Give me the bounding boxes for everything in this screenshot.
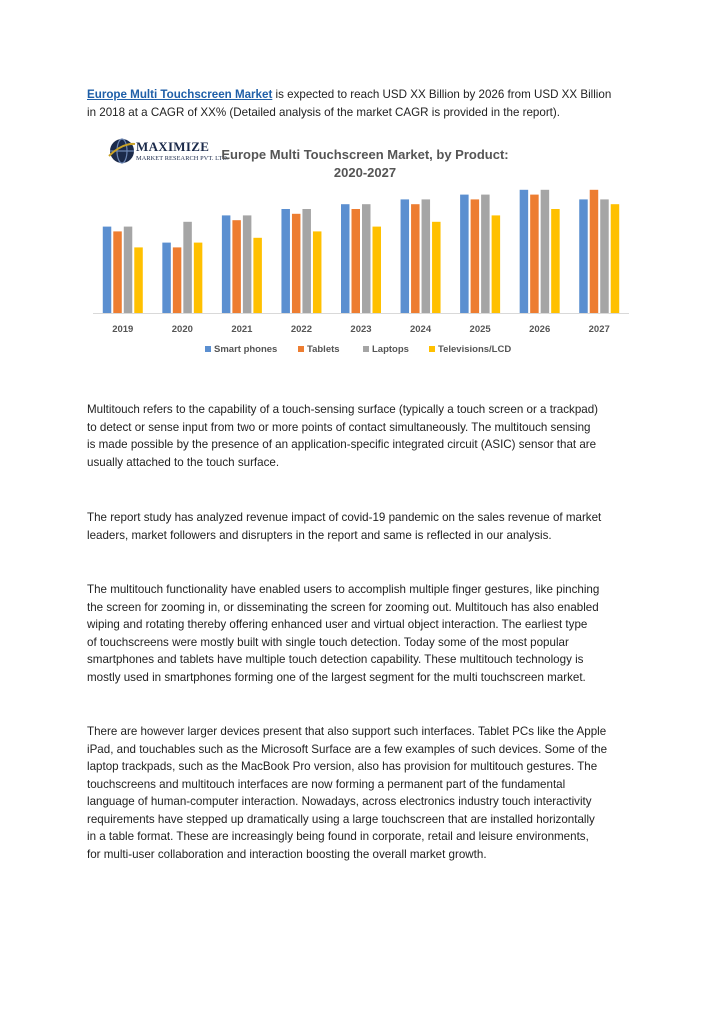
paragraph-line: wiping and rotating thereby offering enhanced user and virtual object interaction. The earliest type: [87, 618, 588, 631]
logo-subtitle: MARKET RESEARCH PVT. LTD.: [136, 155, 229, 162]
bar-televisions-lcd-2020: [194, 243, 203, 313]
bar-tablets-2024: [411, 204, 420, 313]
paragraph-line: of touchscreens were mostly built with single touch detection. Today some of the most popular: [87, 635, 569, 649]
bar-smart-phones-2027: [579, 199, 588, 313]
bar-laptops-2026: [541, 190, 550, 313]
bar-laptops-2019: [124, 227, 132, 313]
paragraph-4: [87, 723, 639, 863]
x-tick-label: 2020: [171, 324, 193, 335]
logo-name: MAXIMIZE: [136, 139, 210, 154]
bar-televisions-lcd-2023: [373, 227, 382, 313]
paragraph-line: touchscreens and multitouch interfaces are now forming a permanent part of the fundamental: [87, 777, 566, 791]
paragraph-line: iPad, and touchables such as the Microsoft Surface are a few examples of such devices. Some of the: [87, 742, 608, 756]
x-tick-label: 2019: [112, 324, 134, 335]
intro-line1-text: is expected to reach USD XX Billion by 2026 from USD XX Billion: [272, 88, 612, 101]
bar-laptops-2025: [481, 195, 490, 313]
market-report-link[interactable]: Europe Multi Touchscreen Market: [87, 88, 273, 101]
paragraph-line: requirements have stepped up dramatically using a large touchscreen that are installed horizontally: [87, 812, 595, 826]
bar-tablets-2025: [471, 199, 480, 313]
paragraph-line: for multi-user collaboration and interaction boosting the overall market growth.: [87, 847, 487, 861]
bar-tablets-2023: [352, 209, 361, 313]
bar-televisions-lcd-2019: [134, 247, 143, 313]
bar-laptops-2021: [243, 215, 252, 313]
bar-tablets-2021: [232, 220, 241, 313]
bar-smart-phones-2019: [103, 227, 112, 313]
bar-smart-phones-2025: [460, 195, 469, 313]
bar-smart-phones-2026: [520, 190, 529, 313]
market-chart: [87, 130, 632, 370]
legend-label: Tablets: [307, 344, 340, 355]
bar-laptops-2027: [600, 199, 609, 313]
paragraph-line: to detect or sense input from two or more points of contact simultaneously. The multitouch sensing: [87, 420, 591, 434]
paragraph-line: the screen for zooming in, or disseminating the screen for zooming out. Multitouch has also enabled: [87, 600, 599, 614]
x-tick-label: 2025: [469, 324, 491, 335]
paragraph-line: language of human-computer interaction. Nowadays, across electronics industry touch interactivity: [87, 795, 592, 808]
x-tick-label: 2027: [588, 324, 610, 335]
bar-tablets-2022: [292, 214, 301, 313]
x-tick-label: 2023: [350, 324, 372, 335]
paragraph-line: smartphones and tablets have multiple touch detection capability. These multitouch technology is: [87, 653, 584, 666]
paragraph-line: The report study has analyzed revenue impact of covid-19 pandemic on the sales revenue of market: [87, 511, 602, 524]
paragraph-2: [87, 509, 639, 544]
bar-laptops-2024: [422, 199, 431, 313]
legend-swatch-tablets: [298, 346, 304, 352]
bar-televisions-lcd-2021: [253, 238, 262, 313]
x-tick-label: 2026: [529, 324, 551, 335]
x-tick-label: 2022: [290, 324, 313, 335]
legend-label: Laptops: [372, 344, 409, 355]
bar-tablets-2019: [113, 231, 122, 313]
bar-televisions-lcd-2027: [611, 204, 620, 313]
bar-televisions-lcd-2022: [313, 231, 322, 313]
bar-televisions-lcd-2025: [492, 215, 501, 313]
bar-tablets-2026: [530, 195, 539, 313]
bar-laptops-2023: [362, 204, 371, 313]
paragraph-line: mostly used in smartphones forming one of the largest segment for the multi touchscreen market.: [87, 670, 586, 684]
paragraph-line: usually attached to the touch surface.: [87, 455, 280, 469]
legend-swatch-smart-phones: [205, 346, 211, 352]
chart-plot-area: [87, 130, 632, 370]
legend-label: Televisions/LCD: [438, 344, 512, 355]
bar-tablets-2027: [590, 190, 599, 313]
chart-title: Europe Multi Touchscreen Market, by Product:: [221, 147, 509, 162]
intro-line2-text: in 2018 at a CAGR of XX% (Detailed analysis of the market CAGR is provided in the report).: [87, 105, 560, 119]
legend-swatch-televisions-lcd: [429, 346, 435, 352]
bar-smart-phones-2021: [222, 215, 231, 313]
bar-smart-phones-2020: [162, 243, 171, 313]
x-tick-label: 2021: [231, 324, 253, 335]
bar-smart-phones-2024: [401, 199, 410, 313]
paragraph-line: The multitouch functionality have enabled users to accomplish multiple finger gestures, like pinching: [87, 583, 600, 596]
bar-televisions-lcd-2024: [432, 222, 441, 313]
intro-paragraph: [87, 86, 639, 121]
x-tick-label: 2024: [409, 324, 432, 335]
paragraph-line: laptop trackpads, such as the MacBook Pro version, also has provision for multitouch gestures. The: [87, 760, 598, 773]
paragraph-line: There are however larger devices present that also support such interfaces. Tablet PCs like the Apple: [87, 725, 607, 738]
paragraph-line: in a table format. These are increasingly being found in corporate, retail and leisure environments,: [87, 830, 589, 843]
paragraph-3: [87, 581, 639, 686]
legend-label: Smart phones: [214, 344, 278, 355]
paragraph-line: is made possible by the presence of an application-specific integrated circuit (ASIC) sensor that are: [87, 438, 597, 451]
chart-subtitle: 2020-2027: [333, 165, 397, 180]
paragraph-1: [87, 401, 639, 471]
bar-televisions-lcd-2026: [551, 209, 560, 313]
paragraph-line: leaders, market followers and disrupters in the report and same is reflected in our analysis.: [87, 528, 552, 542]
legend-swatch-laptops: [363, 346, 369, 352]
bar-smart-phones-2023: [341, 204, 350, 313]
bar-smart-phones-2022: [281, 209, 290, 313]
bar-laptops-2022: [302, 209, 311, 313]
bar-tablets-2020: [173, 247, 182, 313]
paragraph-line: Multitouch refers to the capability of a touch-sensing surface (typically a touch screen or a trackpad): [87, 403, 599, 416]
bar-laptops-2020: [183, 222, 192, 313]
